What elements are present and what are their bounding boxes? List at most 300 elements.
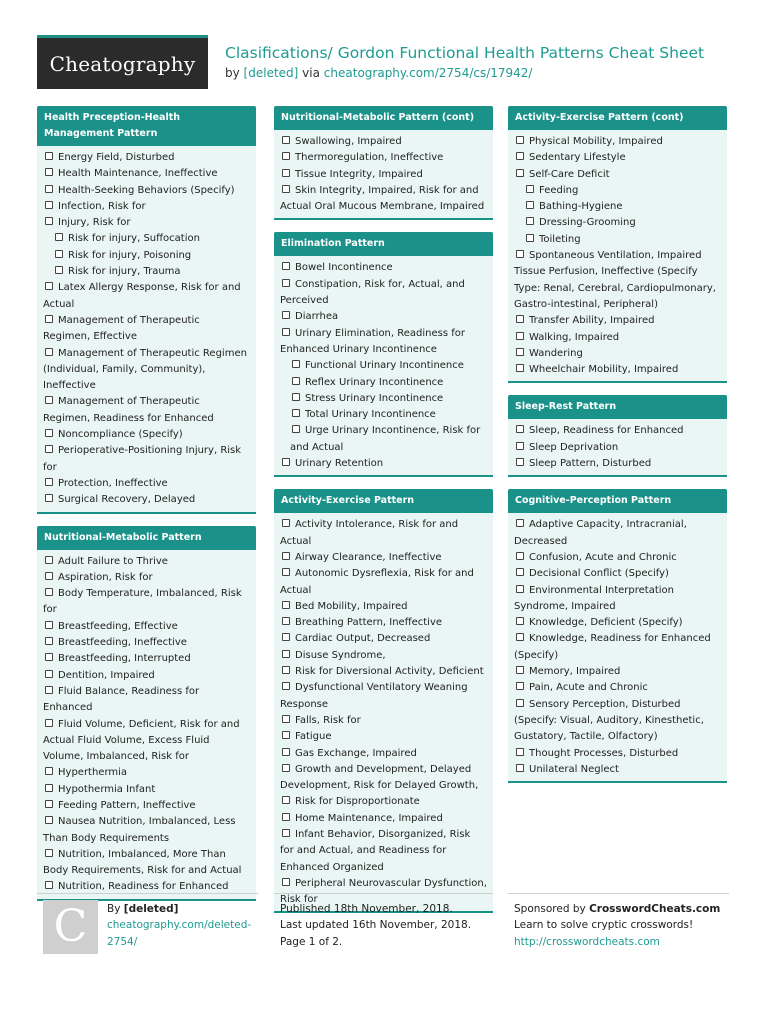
list-item-text: Thermoregulation, Ineffective <box>295 152 444 164</box>
column-1 <box>37 106 256 913</box>
section-list <box>37 550 256 899</box>
list-item-text: Self-Care Deficit <box>529 168 610 180</box>
list-item-text: Nutrition, Imbalanced, More Than Body Requirements, Risk for and Actual <box>43 848 242 877</box>
list-item <box>514 697 721 746</box>
list-item-text: Sleep Pattern, Disturbed <box>529 458 652 470</box>
checkbox-icon[interactable] <box>526 234 534 242</box>
checkbox-icon[interactable] <box>292 425 300 433</box>
checkbox-icon[interactable] <box>45 588 53 596</box>
checkbox-icon[interactable] <box>45 572 53 580</box>
list-item <box>43 765 250 781</box>
checkbox-icon[interactable] <box>516 348 524 356</box>
list-item-text: Cardiac Output, Decreased <box>295 633 431 645</box>
list-item-text: Dysfunctional Ventilatory Weaning Response <box>280 682 468 710</box>
list-item <box>280 762 487 795</box>
checkbox-icon[interactable] <box>55 233 63 241</box>
list-item-text: Energy Field, Disturbed <box>58 152 175 163</box>
list-item <box>514 615 721 631</box>
list-item-text: Bed Mobility, Impaired <box>295 600 408 612</box>
checkbox-icon[interactable] <box>526 201 534 209</box>
list-item-text: Confusion, Acute and Chronic <box>529 551 677 563</box>
byline <box>225 66 532 80</box>
section-list <box>508 130 727 381</box>
footer-publish-info <box>280 901 490 950</box>
list-item-text: Home Maintenance, Impaired <box>295 812 443 824</box>
list-item-text: Falls, Risk for <box>295 714 361 726</box>
updated-date: Last updated 16th November, 2018. <box>280 919 472 932</box>
checkbox-icon[interactable] <box>282 152 290 160</box>
checkbox-icon[interactable] <box>282 617 290 625</box>
checkbox-icon[interactable] <box>516 568 524 576</box>
list-item <box>514 631 721 664</box>
checkbox-icon[interactable] <box>55 266 63 274</box>
list-item-text: Toileting <box>539 233 581 245</box>
list-item-text: Spontaneous Ventilation, Impaired Tissue Perfusion, Ineffective (Specify Type: Renal, Cerebral, Cardiopulmonary, Gastro-intestinal, Peripheral) <box>514 250 716 310</box>
list-item-text: Feeding Pattern, Ineffective <box>58 799 196 811</box>
checkbox-icon[interactable] <box>516 552 524 560</box>
list-item <box>43 231 250 247</box>
checkbox-icon[interactable] <box>45 816 53 824</box>
list-item <box>280 517 487 550</box>
footer-author <box>107 901 257 950</box>
checkbox-icon[interactable] <box>45 315 53 323</box>
list-item-text: Surgical Recovery, Delayed <box>58 494 196 506</box>
list-item-text: Risk for injury, Trauma <box>68 266 181 278</box>
checkbox-icon[interactable] <box>516 136 524 144</box>
list-item-text: Dentition, Impaired <box>58 669 155 681</box>
list-item <box>514 762 721 778</box>
list-item-text: Dressing-Grooming <box>539 217 636 229</box>
checkbox-icon[interactable] <box>282 552 290 560</box>
checkbox-icon[interactable] <box>516 250 524 258</box>
list-item <box>280 456 487 472</box>
list-item <box>280 134 487 150</box>
section-title: Activity-Exercise Pattern (cont) <box>508 106 727 130</box>
list-item-text: Hypothermia Infant <box>58 783 156 795</box>
checkbox-icon[interactable] <box>45 201 53 209</box>
list-item <box>280 326 487 359</box>
list-item-text: Growth and Development, Delayed Development, Risk for Delayed Growth, <box>280 763 479 792</box>
sponsor-name[interactable]: CrosswordCheats.com <box>589 903 721 915</box>
list-item-text: Tissue Integrity, Impaired <box>295 168 423 180</box>
checkbox-icon[interactable] <box>516 682 524 690</box>
checkbox-icon[interactable] <box>516 748 524 756</box>
list-item <box>514 183 721 199</box>
checkbox-icon[interactable] <box>292 377 300 385</box>
list-item <box>43 248 250 264</box>
checkbox-icon[interactable] <box>282 748 290 756</box>
list-item-text: Fluid Volume, Deficient, Risk for and Actual Fluid Volume, Excess Fluid Volume, Imbalanced, Risk for <box>43 718 240 763</box>
checkbox-icon[interactable] <box>282 136 290 144</box>
list-item <box>280 746 487 762</box>
list-item-text: Noncompliance (Specify) <box>58 429 183 441</box>
checkbox-icon[interactable] <box>45 686 53 694</box>
list-item <box>514 346 721 362</box>
list-item-text: Management of Therapeutic Regimen, Effective <box>43 314 200 343</box>
checkbox-icon[interactable] <box>516 152 524 160</box>
list-item <box>514 199 721 215</box>
list-item <box>280 277 487 310</box>
list-item <box>280 713 487 729</box>
section-title: Activity-Exercise Pattern <box>274 489 493 513</box>
checkbox-icon[interactable] <box>282 796 290 804</box>
checkbox-icon[interactable] <box>45 445 53 453</box>
section-title: Sleep-Rest Pattern <box>508 395 727 419</box>
section-box <box>508 489 727 783</box>
checkbox-icon[interactable] <box>282 813 290 821</box>
checkbox-icon[interactable] <box>282 279 290 287</box>
checkbox-icon[interactable] <box>45 217 53 225</box>
list-item <box>43 264 250 280</box>
list-item <box>43 717 250 766</box>
section-list <box>508 419 727 475</box>
list-item <box>43 346 250 395</box>
list-item-text: Infant Behavior, Disorganized, Risk for and Actual, and Readiness for Enhanced Organized <box>280 828 471 873</box>
checkbox-icon[interactable] <box>292 360 300 368</box>
section-list <box>508 513 727 781</box>
list-item-text: Urinary Retention <box>295 458 384 470</box>
list-item-text: Skin Integrity, Impaired, Risk for and Actual Oral Mucous Membrane, Impaired <box>280 184 485 213</box>
checkbox-icon[interactable] <box>516 442 524 450</box>
footer-sponsor <box>514 901 729 950</box>
list-item <box>43 394 250 427</box>
list-item <box>43 651 250 667</box>
list-item <box>280 811 487 827</box>
checkbox-icon[interactable] <box>45 637 53 645</box>
list-item <box>514 550 721 566</box>
list-item-text: Perioperative-Positioning Injury, Risk for <box>43 445 242 473</box>
list-item <box>280 375 487 391</box>
section-box <box>274 232 493 477</box>
list-item <box>514 746 721 762</box>
list-item-text: Knowledge, Readiness for Enhanced (Specify) <box>514 633 711 661</box>
checkbox-icon[interactable] <box>282 829 290 837</box>
list-item-text: Nausea Nutrition, Imbalanced, Less Than Body Requirements <box>43 816 236 844</box>
checkbox-icon[interactable] <box>282 519 290 527</box>
list-item <box>43 427 250 443</box>
list-item-text: Injury, Risk for <box>58 217 131 229</box>
checkbox-icon[interactable] <box>55 250 63 258</box>
list-item <box>514 330 721 346</box>
checkbox-icon[interactable] <box>282 715 290 723</box>
checkbox-icon[interactable] <box>282 185 290 193</box>
checkbox-icon[interactable] <box>45 185 53 193</box>
section-box <box>37 526 256 901</box>
footer-author-name: [deleted] <box>123 903 179 915</box>
checkbox-icon[interactable] <box>282 650 290 658</box>
list-item <box>514 232 721 248</box>
list-item-text: Memory, Impaired <box>529 666 621 678</box>
checkbox-icon[interactable] <box>45 670 53 678</box>
checkbox-icon[interactable] <box>45 621 53 629</box>
list-item <box>280 391 487 407</box>
checkbox-icon[interactable] <box>45 784 53 792</box>
section-title: Elimination Pattern <box>274 232 493 256</box>
section-list <box>274 513 493 911</box>
list-item-text: Bathing-Hygiene <box>539 201 623 213</box>
checkbox-icon[interactable] <box>516 633 524 641</box>
list-item <box>43 280 250 313</box>
list-item <box>43 183 250 199</box>
checkbox-icon[interactable] <box>282 682 290 690</box>
author-link[interactable]: [deleted] <box>243 66 299 80</box>
list-item-text: Aspiration, Risk for <box>58 571 153 583</box>
checkbox-icon[interactable] <box>282 764 290 772</box>
checkbox-icon[interactable] <box>45 719 53 727</box>
checkbox-icon[interactable] <box>516 169 524 177</box>
list-item-text: Risk for Diversional Activity, Deficient <box>295 666 484 678</box>
via-label: via <box>302 66 320 80</box>
sponsor-link[interactable]: http://crosswordcheats.com <box>514 935 660 948</box>
list-item-text: Autonomic Dysreflexia, Risk for and Actual <box>280 568 474 596</box>
list-item-text: Risk for Disproportionate <box>295 796 420 808</box>
checkbox-icon[interactable] <box>516 585 524 593</box>
list-item-text: Risk for injury, Suffocation <box>68 233 200 245</box>
list-item-text: Bowel Incontinence <box>295 262 393 274</box>
checkbox-icon[interactable] <box>282 328 290 336</box>
section-list <box>274 256 493 475</box>
list-item <box>43 668 250 684</box>
list-item-text: Knowledge, Deficient (Specify) <box>529 617 683 629</box>
list-item-text: Health-Seeking Behaviors (Specify) <box>58 184 235 196</box>
list-item <box>514 150 721 166</box>
list-item <box>280 648 487 664</box>
list-item-text: Adaptive Capacity, Intracranial, Decreased <box>514 519 687 547</box>
checkbox-icon[interactable] <box>45 800 53 808</box>
footer-by-label: By <box>107 903 121 915</box>
checkbox-icon[interactable] <box>45 396 53 404</box>
list-item <box>514 134 721 150</box>
sponsor-tagline: Learn to solve cryptic crosswords! <box>514 919 694 932</box>
section-title: Health Preception-Health Management Pattern <box>37 106 256 146</box>
list-item-text: Unilateral Neglect <box>529 763 619 775</box>
list-item <box>280 260 487 276</box>
checkbox-icon[interactable] <box>516 332 524 340</box>
list-item-text: Peripheral Neurovascular Dysfunction, Risk for <box>280 877 487 906</box>
list-item-text: Transfer Ability, Impaired <box>529 315 655 327</box>
list-item-text: Infection, Risk for <box>58 200 146 212</box>
list-item-text: Urge Urinary Incontinence, Risk for and Actual <box>290 425 481 453</box>
checkbox-icon[interactable] <box>516 364 524 372</box>
list-item-text: Breathing Pattern, Ineffective <box>295 617 443 629</box>
list-item-text: Sedentary Lifestyle <box>529 152 626 164</box>
list-item <box>280 615 487 631</box>
list-item-text: Breastfeeding, Interrupted <box>58 653 191 665</box>
list-item-text: Health Maintenance, Ineffective <box>58 168 218 180</box>
cheatography-logo[interactable] <box>37 35 208 89</box>
checkbox-icon[interactable] <box>516 666 524 674</box>
list-item <box>43 814 250 847</box>
checkbox-icon[interactable] <box>516 315 524 323</box>
published-date: Published 18th November, 2018. <box>280 903 453 915</box>
sponsor-label: Sponsored by <box>514 903 586 915</box>
list-item-text: Feeding <box>539 184 579 196</box>
section-list <box>37 146 256 512</box>
list-item-text: Sensory Perception, Disturbed (Specify: Visual, Auditory, Kinesthetic, Gustatory, Tactile, Olfactory) <box>514 698 704 743</box>
list-item <box>43 570 250 586</box>
list-item-text: Airway Clearance, Ineffective <box>295 551 442 563</box>
checkbox-icon[interactable] <box>45 849 53 857</box>
checkbox-icon[interactable] <box>516 519 524 527</box>
list-item <box>43 798 250 814</box>
footer-divider <box>37 893 258 894</box>
list-item-text: Diarrhea <box>295 311 339 323</box>
list-item-text: Pain, Acute and Chronic <box>529 682 648 694</box>
list-item <box>514 313 721 329</box>
checkbox-icon[interactable] <box>45 556 53 564</box>
list-item-text: Reflex Urinary Incontinence <box>305 376 444 388</box>
list-item <box>280 167 487 183</box>
section-box <box>37 106 256 514</box>
list-item <box>280 631 487 647</box>
list-item <box>280 729 487 745</box>
list-item-text: Total Urinary Incontinence <box>305 409 436 421</box>
list-item <box>43 619 250 635</box>
checkbox-icon[interactable] <box>282 633 290 641</box>
checkbox-icon[interactable] <box>45 348 53 356</box>
avatar <box>43 900 98 954</box>
list-item <box>280 150 487 166</box>
by-label: by <box>225 66 240 80</box>
list-item <box>280 680 487 713</box>
list-item-text: Environmental Interpretation Syndrome, Impaired <box>514 584 675 612</box>
checkbox-icon[interactable] <box>45 494 53 502</box>
list-item <box>280 407 487 423</box>
list-item <box>280 827 487 876</box>
checkbox-icon[interactable] <box>516 617 524 625</box>
checkbox-icon[interactable] <box>282 169 290 177</box>
list-item <box>43 166 250 182</box>
footer-divider <box>274 893 493 894</box>
checkbox-icon[interactable] <box>526 217 534 225</box>
list-item <box>514 423 721 439</box>
list-item <box>514 215 721 231</box>
list-item-text: Breastfeeding, Effective <box>58 620 178 632</box>
checkbox-icon[interactable] <box>292 393 300 401</box>
checkbox-icon[interactable] <box>516 425 524 433</box>
list-item <box>514 456 721 472</box>
checkbox-icon[interactable] <box>45 478 53 486</box>
list-item-text: Protection, Ineffective <box>58 477 168 489</box>
list-item-text: Breastfeeding, Ineffective <box>58 637 187 649</box>
list-item <box>514 583 721 616</box>
checkbox-icon[interactable] <box>282 262 290 270</box>
list-item <box>280 664 487 680</box>
checkbox-icon[interactable] <box>282 731 290 739</box>
checkbox-icon[interactable] <box>282 458 290 466</box>
list-item <box>43 476 250 492</box>
checkbox-icon[interactable] <box>526 185 534 193</box>
list-item <box>514 680 721 696</box>
section-title: Nutritional-Metabolic Pattern <box>37 526 256 550</box>
checkbox-icon[interactable] <box>516 458 524 466</box>
list-item <box>280 550 487 566</box>
list-item-text: Management of Therapeutic Regimen, Readiness for Enhanced <box>43 396 214 424</box>
list-item-text: Nutrition, Readiness for Enhanced <box>58 881 229 893</box>
footer-author-link[interactable]: cheatography.com/deleted-2754/ <box>107 919 252 948</box>
list-item-text: Hyperthermia <box>58 767 128 779</box>
list-item <box>43 313 250 346</box>
list-item <box>43 635 250 651</box>
checkbox-icon[interactable] <box>282 666 290 674</box>
column-3 <box>508 106 727 795</box>
list-item-text: Walking, Impaired <box>529 331 620 343</box>
list-item <box>514 566 721 582</box>
list-item-text: Gas Exchange, Impaired <box>295 747 417 759</box>
list-item <box>514 440 721 456</box>
list-item-text: Management of Therapeutic Regimen (Individual, Family, Community), Ineffective <box>43 347 247 392</box>
logo-text: Cheatography <box>49 51 196 76</box>
list-item-text: Thought Processes, Disturbed <box>529 747 679 759</box>
column-2 <box>274 106 493 925</box>
list-item-text: Fluid Balance, Readiness for Enhanced <box>43 685 200 714</box>
list-item <box>280 566 487 599</box>
list-item <box>43 847 250 880</box>
checkbox-icon[interactable] <box>282 311 290 319</box>
checkbox-icon[interactable] <box>292 409 300 417</box>
list-item-text: Adult Failure to Thrive <box>58 555 168 567</box>
list-item <box>280 423 487 456</box>
list-item <box>43 782 250 798</box>
list-item-text: Sleep, Readiness for Enhanced <box>529 425 684 437</box>
list-item-text: Risk for injury, Poisoning <box>68 249 192 261</box>
checkbox-icon[interactable] <box>45 152 53 160</box>
sheet-url-link[interactable]: cheatography.com/2754/cs/17942/ <box>323 66 533 80</box>
avatar-letter: C <box>53 901 88 952</box>
list-item-text: Latex Allergy Response, Risk for and Actual <box>43 282 241 310</box>
list-item <box>514 362 721 378</box>
list-item-text: Body Temperature, Imbalanced, Risk for <box>43 588 242 616</box>
section-title: Cognitive-Perception Pattern <box>508 489 727 513</box>
checkbox-icon[interactable] <box>516 764 524 772</box>
checkbox-icon[interactable] <box>45 429 53 437</box>
list-item <box>514 517 721 550</box>
list-item <box>43 492 250 508</box>
checkbox-icon[interactable] <box>45 881 53 889</box>
list-item-text: Sleep Deprivation <box>529 441 619 453</box>
list-item <box>280 794 487 810</box>
list-item <box>514 664 721 680</box>
list-item <box>280 358 487 374</box>
checkbox-icon[interactable] <box>282 878 290 886</box>
footer-divider <box>508 893 729 894</box>
list-item <box>43 150 250 166</box>
page-number: Page 1 of 2. <box>280 935 343 948</box>
list-item <box>280 599 487 615</box>
section-title: Nutritional-Metabolic Pattern (cont) <box>274 106 493 130</box>
list-item <box>43 554 250 570</box>
checkbox-icon[interactable] <box>45 282 53 290</box>
list-item-text: Urinary Elimination, Readiness for Enhanced Urinary Incontinence <box>280 327 465 355</box>
list-item-text: Swallowing, Impaired <box>295 136 402 147</box>
list-item-text: Activity Intolerance, Risk for and Actual <box>280 519 459 547</box>
checkbox-icon[interactable] <box>45 168 53 176</box>
section-box <box>508 395 727 477</box>
list-item <box>43 586 250 619</box>
list-item <box>43 443 250 476</box>
list-item <box>43 215 250 231</box>
checkbox-icon[interactable] <box>45 767 53 775</box>
checkbox-icon[interactable] <box>516 699 524 707</box>
list-item-text: Constipation, Risk for, Actual, and Perceived <box>280 278 465 307</box>
checkbox-icon[interactable] <box>45 653 53 661</box>
list-item-text: Stress Urinary Incontinence <box>305 392 444 404</box>
list-item <box>514 248 721 313</box>
checkbox-icon[interactable] <box>282 568 290 576</box>
list-item-text: Functional Urinary Incontinence <box>305 360 464 372</box>
list-item <box>43 199 250 215</box>
checkbox-icon[interactable] <box>282 601 290 609</box>
